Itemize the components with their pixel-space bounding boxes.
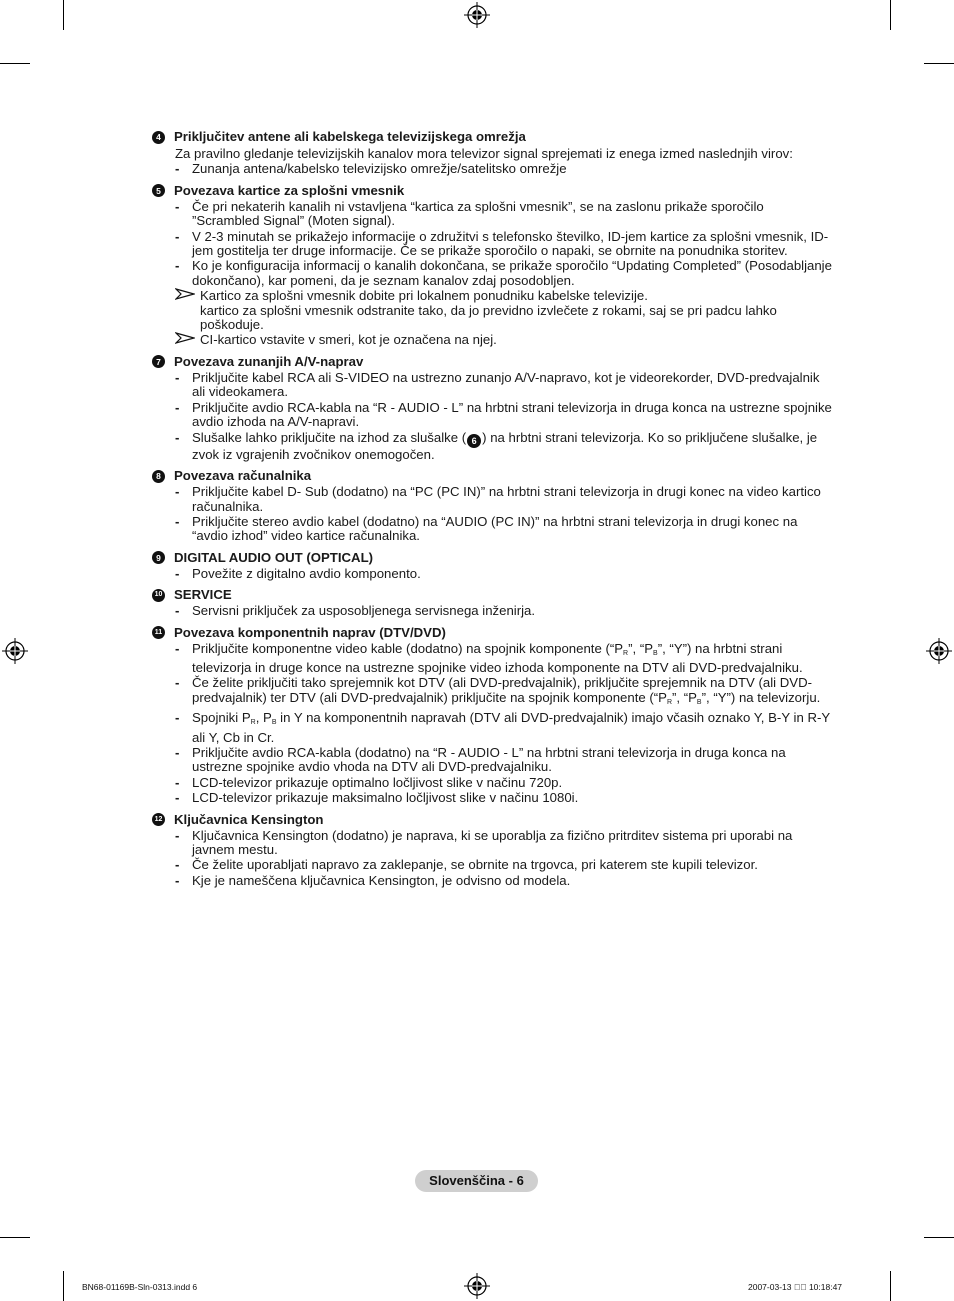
section-component	[152, 625, 832, 806]
headphone-jack-number-icon: 6	[467, 434, 481, 448]
note-item: Kartico za splošni vmesnik dobite pri lokalnem ponudniku kabelske televizije. kartico za splošni vmesnik odstranite tako, da jo previdno izvlečete z rokami, saj se pri padcu lahko poškoduje.	[175, 289, 832, 332]
document-content	[152, 129, 832, 894]
list-item: - Ključavnica Kensington (dodatno) je naprava, ki se uporablja za fizično pritrditev sistema pri uporabi na javnem mestu.	[175, 827, 793, 858]
section-title: DIGITAL AUDIO OUT (OPTICAL)	[174, 549, 374, 565]
section-number-badge: 4	[152, 131, 165, 144]
section-heading	[152, 587, 832, 603]
crop-mark	[924, 1237, 954, 1238]
registration-mark-icon	[926, 638, 952, 664]
crop-mark	[63, 1271, 64, 1301]
section-heading	[152, 129, 832, 145]
list-item: - Priključite stereo avdio kabel (dodatno) na “AUDIO (PC IN)” na hrbtni strani televizorja in drugi konec na “avdio izhod” video kartice računalnika.	[175, 513, 798, 544]
section-service	[152, 587, 832, 618]
section-number-badge: 11	[152, 626, 165, 639]
list-item: - Priključite avdio RCA-kabla (dodatno) na “R - AUDIO - L” na hrbtni strani televizorja in druga konca na ustrezne spojnike avdio vhoda na DTV ali DVD-predvajalniku.	[175, 744, 786, 775]
section-number-badge: 9	[152, 551, 165, 564]
note-arrow-icon	[175, 287, 195, 301]
registration-mark-icon	[2, 638, 28, 664]
list-item: - Priključite avdio RCA-kabla na “R - AUDIO - L” na hrbtni strani televizorja in druga konca na ustrezne spojnike avdio izhoda na A/V-napravi.	[175, 399, 832, 430]
section-number-badge: 7	[152, 355, 165, 368]
print-slug-timestamp: 2007-03-13    10:18:47	[748, 1282, 843, 1292]
crop-mark	[63, 0, 64, 30]
section-heading	[152, 468, 832, 484]
section-title: Ključavnica Kensington	[174, 811, 324, 827]
list-item: - Slušalke lahko priključite na izhod za slušalke ( 6 ) na hrbtni strani televizorja. Ko so priključene slušalke, je zvok iz vgrajenih zvočnikov onemogočen.	[175, 429, 818, 462]
section-title: SERVICE	[174, 587, 232, 603]
note-arrow-icon	[175, 331, 195, 345]
section-heading	[152, 183, 832, 199]
section-number-badge: 5	[152, 184, 165, 197]
page-number-badge: Slovenščina - 6	[415, 1170, 538, 1192]
section-digital-audio	[152, 550, 832, 581]
section-title: Povezava komponentnih naprav (DTV/DVD)	[174, 624, 446, 640]
list-item: - LCD-televizor prikazuje optimalno ločljivost slike v načinu 720p.	[175, 774, 563, 790]
registration-mark-icon	[464, 1273, 490, 1299]
section-common-interface	[152, 183, 832, 348]
list-item: - Zunanja antena/kabelsko televizijsko omrežje/satelitsko omrežje	[175, 161, 567, 177]
section-antenna	[152, 129, 832, 177]
list-item: - LCD-televizor prikazuje maksimalno ločljivost slike v načinu 1080i.	[175, 790, 579, 806]
crop-mark	[924, 63, 954, 64]
section-title: Povezava zunanjih A/V-naprav	[174, 353, 364, 369]
section-kensington	[152, 812, 832, 889]
section-paragraph: Za pravilno gledanje televizijskih kanalov mora televizor signal sprejemati iz enega izmed naslednjih virov:	[175, 146, 793, 161]
registration-mark-icon	[464, 2, 490, 28]
section-heading	[152, 550, 832, 566]
crop-mark	[890, 1271, 891, 1301]
section-number-badge: 10	[152, 589, 165, 602]
crop-mark	[0, 1237, 30, 1238]
list-item: - Priključite kabel RCA ali S-VIDEO na ustrezno zunanjo A/V-napravo, kot je videorekorder, DVD-predvajalnik ali videokamera.	[175, 369, 820, 400]
section-title: Povezava kartice za splošni vmesnik	[174, 182, 405, 198]
crop-mark	[890, 0, 891, 30]
note-item: CI-kartico vstavite v smeri, kot je označena na njej.	[175, 333, 832, 347]
section-pc	[152, 468, 832, 544]
list-item: - Ko je konfiguracija informacij o kanalih dokončana, se prikaže sporočilo “Updating Completed” (Posodabljanje dokončano), kar pomeni, da je seznam kanalov zdaj posodobljen.	[175, 258, 832, 288]
section-title: Povezava računalnika	[174, 468, 312, 484]
section-heading	[152, 812, 832, 828]
crop-mark	[0, 63, 30, 64]
list-item: - Če želite uporabljati napravo za zaklepanje, se obrnite na trgovca, pri katerem ste kupili televizor.	[175, 857, 758, 873]
list-item: - Če želite priključiti tako sprejemnik kot DTV (ali DVD-predvajalnik), priključite sprejemnik na DTV (ali DVD-predvajalnik) ter DTV (ali DVD-predvajalnik) priključite na spojnik komponente (“$P_R$”, “$P_B$”, “Y”) na televizorju.	[175, 675, 821, 706]
list-item: - Povežite z digitalno avdio komponento.	[175, 565, 421, 581]
list-item: - Spojniki $P_R$, $P_B$ in Y na komponentnih napravah (DTV ali DVD-predvajalnik) imajo včasih oznako Y, B-Y in R-Y ali Y, Cb in Cr.	[175, 710, 830, 745]
list-item: - Servisni priključek za usposobljenega servisnega inženirja.	[175, 603, 536, 619]
section-heading	[152, 625, 832, 641]
section-title: Priključitev antene ali kabelskega televizijskega omrežja	[174, 129, 526, 144]
section-external-av	[152, 354, 832, 462]
list-item: - Priključite komponentne video kable (dodatno) na spojnik komponente (“$P_R$”, “$P_B$”, “Y”) na hrbtni strani televizorja in druge konce na ustrezne spojnike video izhoda komponente na DTV ali DVD-predvajalniku.	[175, 640, 803, 675]
print-slug-filename: BN68-01169B-Sln-0313.indd 6	[82, 1282, 198, 1292]
section-heading	[152, 354, 832, 370]
list-item: - Kje je nameščena ključavnica Kensington, je odvisno od modela.	[175, 872, 571, 888]
list-item: - Priključite kabel D- Sub (dodatno) na “PC (PC IN)” na hrbtni strani televizorja in drugi konec na video kartico računalnika.	[175, 484, 821, 514]
list-item: - Če pri nekaterih kanalih ni vstavljena “kartica za splošni vmesnik”, se na zaslonu prikaže sporočilo ”Scrambled Signal” (Moten signal).	[175, 198, 764, 229]
section-number-badge: 8	[152, 470, 165, 483]
section-number-badge: 12	[152, 813, 165, 826]
list-item: - V 2-3 minutah se prikažejo informacije o združitvi s telefonsko številko, ID-jem kartice za splošni vmesnik, ID-jem gostitelja ter druge informacije. Če se prikaže sporočilo o napaki, se obrnite na ponudnika storitev.	[175, 228, 829, 259]
